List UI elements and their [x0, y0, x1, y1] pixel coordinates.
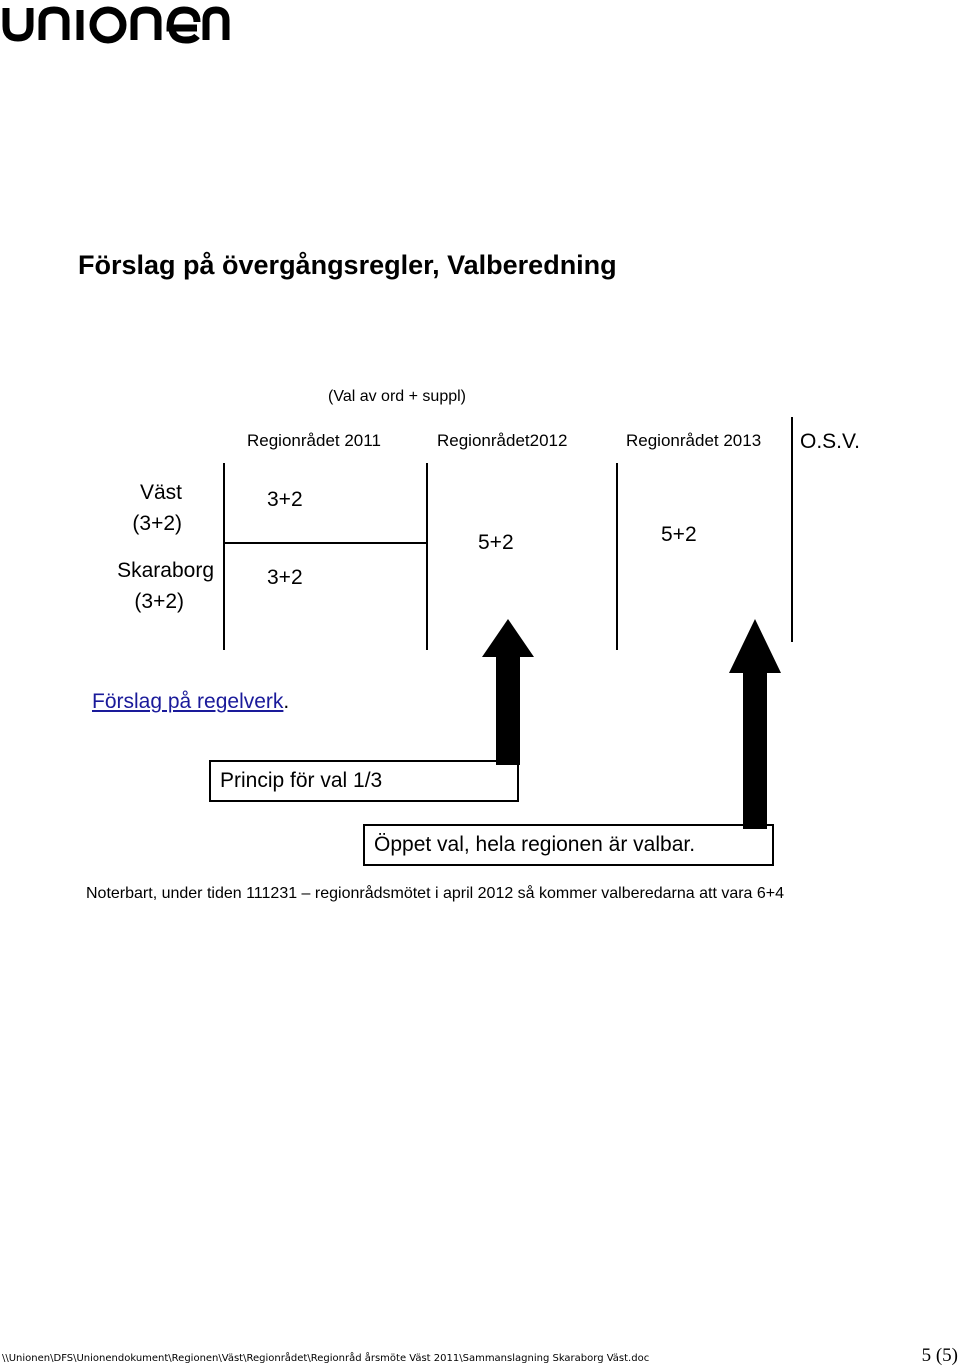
divider-vertical-3 — [616, 463, 618, 650]
principle-box-text: Princip för val 1/3 — [220, 769, 383, 792]
footer-path: \\Unionen\DFS\Unionendokument\Regionen\Väst\Regionrådet\Regionråd årsmöte Väst 2011\Sammanslagning Skaraborg Väst.doc — [2, 1353, 650, 1364]
link-suffix: . — [283, 690, 290, 713]
divider-horizontal — [223, 542, 427, 544]
unionen-logo — [0, 0, 240, 48]
row-label-skaraborg — [94, 558, 214, 615]
open-election-box — [363, 824, 774, 866]
divider-vertical-2 — [426, 463, 428, 650]
divider-vertical-4 — [791, 417, 793, 642]
note-text: Noterbart, under tiden 111231 – regionrådsmötet i april 2012 så kommer valberedarna att vara 6+4 — [86, 885, 785, 902]
open-election-box-text: Öppet val, hela regionen är valbar. — [374, 833, 696, 856]
subtitle: (Val av ord + suppl) — [328, 388, 466, 405]
up-arrow-icon — [727, 619, 783, 829]
regelverk-link[interactable] — [92, 690, 289, 714]
value-2012: 5+2 — [478, 531, 514, 554]
row-count: (3+2) — [134, 590, 184, 613]
principle-box — [209, 760, 519, 802]
row-name: Skaraborg — [117, 559, 214, 582]
row-count: (3+2) — [132, 512, 182, 535]
link-text[interactable]: Förslag på regelverk — [92, 690, 284, 713]
value-vast-2011: 3+2 — [267, 488, 303, 511]
value-2013: 5+2 — [661, 523, 697, 546]
page-title: Förslag på övergångsregler, Valberedning — [78, 250, 617, 280]
row-name: Väst — [139, 481, 182, 504]
page-number: 5 (5) — [921, 1345, 958, 1366]
value-skaraborg-2011: 3+2 — [267, 566, 303, 589]
divider-vertical-1 — [223, 463, 225, 650]
osv-label: O.S.V. — [800, 430, 860, 453]
up-arrow-icon — [480, 619, 536, 765]
column-header-2012: Regionrådet2012 — [437, 431, 568, 450]
row-label-vast — [62, 480, 182, 537]
column-header-2011: Regionrådet 2011 — [247, 431, 381, 450]
column-header-2013: Regionrådet 2013 — [626, 431, 762, 450]
